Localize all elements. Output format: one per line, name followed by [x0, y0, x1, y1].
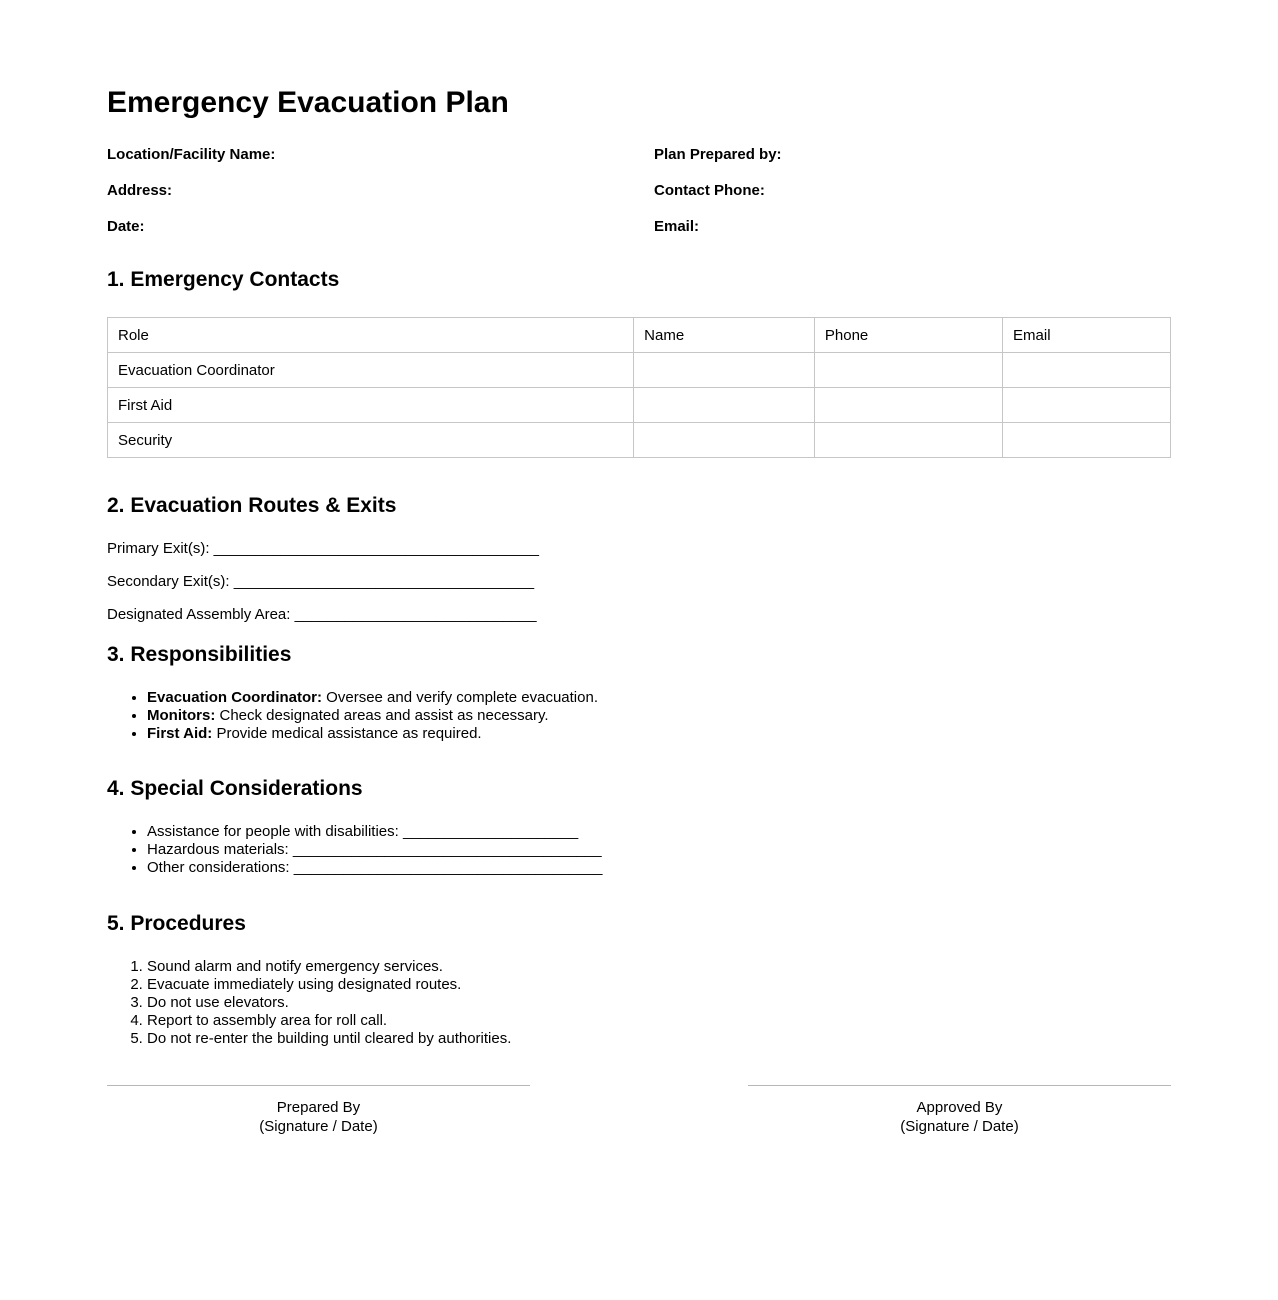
signature-line	[107, 1085, 530, 1086]
contacts-table-head	[108, 318, 1171, 353]
cell-role: First Aid	[108, 388, 634, 423]
cell-name	[634, 388, 815, 423]
field-location-name: Location/Facility Name:	[107, 146, 276, 163]
field-assembly-area	[107, 606, 1171, 623]
procedures-list	[107, 958, 1171, 1048]
list-item: 1. Sound alarm and notify emergency services.	[147, 958, 1171, 976]
column-header-role: Role	[108, 318, 634, 353]
heading-special-considerations: 4. Special Considerations	[107, 777, 363, 800]
table-row	[108, 353, 1171, 388]
field-secondary-exit	[107, 573, 1171, 590]
cell-phone	[814, 423, 1002, 458]
list-item: 4. Report to assembly area for roll call.	[147, 1012, 1171, 1030]
list-item	[147, 707, 1171, 725]
cell-role: Evacuation Coordinator	[108, 353, 634, 388]
special-considerations-list	[107, 823, 1171, 877]
prepared-by-block	[107, 1085, 530, 1136]
consideration-blank: _____________________________________	[292, 841, 602, 858]
responsibilities-list	[107, 689, 1171, 743]
column-header-phone: Phone	[814, 318, 1002, 353]
meta-column-right	[654, 146, 1171, 254]
table-row	[108, 388, 1171, 423]
responsibility-term: Evacuation Coordinator:	[147, 689, 323, 706]
field-email: Email:	[654, 218, 700, 235]
emergency-contacts-table	[107, 317, 1171, 458]
cell-email	[1003, 353, 1171, 388]
cell-name	[634, 423, 815, 458]
responsibility-desc: Oversee and verify complete evacuation.	[322, 689, 598, 706]
prepared-by-label: Prepared By	[276, 1099, 361, 1116]
prepared-by-sublabel: (Signature / Date)	[259, 1118, 378, 1135]
list-item: 5. Do not re-enter the building until cleared by authorities.	[147, 1030, 1171, 1048]
list-item	[147, 841, 1171, 859]
table-header-row	[108, 318, 1171, 353]
consideration-label: Hazardous materials:	[147, 841, 293, 858]
heading-procedures: 5. Procedures	[107, 912, 246, 935]
cell-name	[634, 353, 815, 388]
heading-evacuation-routes: 2. Evacuation Routes & Exits	[107, 494, 397, 517]
consideration-label: Other considerations:	[147, 859, 294, 876]
approved-by-label: Approved By	[916, 1099, 1003, 1116]
column-header-email: Email	[1003, 318, 1171, 353]
field-assembly-area-blank: _____________________________	[294, 606, 537, 623]
heading-emergency-contacts: 1. Emergency Contacts	[107, 268, 340, 291]
field-secondary-exit-label: Secondary Exit(s):	[107, 573, 234, 590]
consideration-label: Assistance for people with disabilities:	[147, 823, 403, 840]
field-assembly-area-label: Designated Assembly Area:	[107, 606, 295, 623]
consideration-blank: _____________________	[402, 823, 579, 840]
heading-responsibilities: 3. Responsibilities	[107, 643, 292, 666]
approved-by-sublabel: (Signature / Date)	[900, 1118, 1019, 1135]
field-primary-exit-blank: _______________________________________	[213, 540, 540, 557]
list-item	[147, 859, 1171, 877]
cell-phone	[814, 353, 1002, 388]
page-title: Emergency Evacuation Plan	[107, 86, 509, 119]
meta-column-left	[107, 146, 654, 254]
list-item: 2. Evacuate immediately using designated routes.	[147, 976, 1171, 994]
cell-email	[1003, 423, 1171, 458]
field-secondary-exit-blank: ____________________________________	[233, 573, 535, 590]
list-item	[147, 725, 1171, 743]
cell-email	[1003, 388, 1171, 423]
field-contact-phone: Contact Phone:	[654, 182, 765, 199]
field-primary-exit-label: Primary Exit(s):	[107, 540, 214, 557]
contacts-table-body	[108, 353, 1171, 458]
cell-phone	[814, 388, 1002, 423]
consideration-blank: _____________________________________	[293, 859, 603, 876]
table-row	[108, 423, 1171, 458]
list-item: 3. Do not use elevators.	[147, 994, 1171, 1012]
responsibility-desc: Provide medical assistance as required.	[212, 725, 482, 742]
header-meta	[107, 146, 1171, 254]
responsibility-term: First Aid:	[147, 725, 213, 742]
column-header-name: Name	[634, 318, 815, 353]
cell-role: Security	[108, 423, 634, 458]
list-item	[147, 689, 1171, 707]
approved-by-block	[748, 1085, 1171, 1136]
responsibility-desc: Check designated areas and assist as necessary.	[215, 707, 549, 724]
signature-section	[107, 1085, 1171, 1136]
field-primary-exit	[107, 540, 1171, 557]
field-date: Date:	[107, 218, 145, 235]
responsibility-term: Monitors:	[147, 707, 216, 724]
list-item	[147, 823, 1171, 841]
field-plan-prepared-by: Plan Prepared by:	[654, 146, 782, 163]
field-address: Address:	[107, 182, 173, 199]
signature-line	[748, 1085, 1171, 1086]
